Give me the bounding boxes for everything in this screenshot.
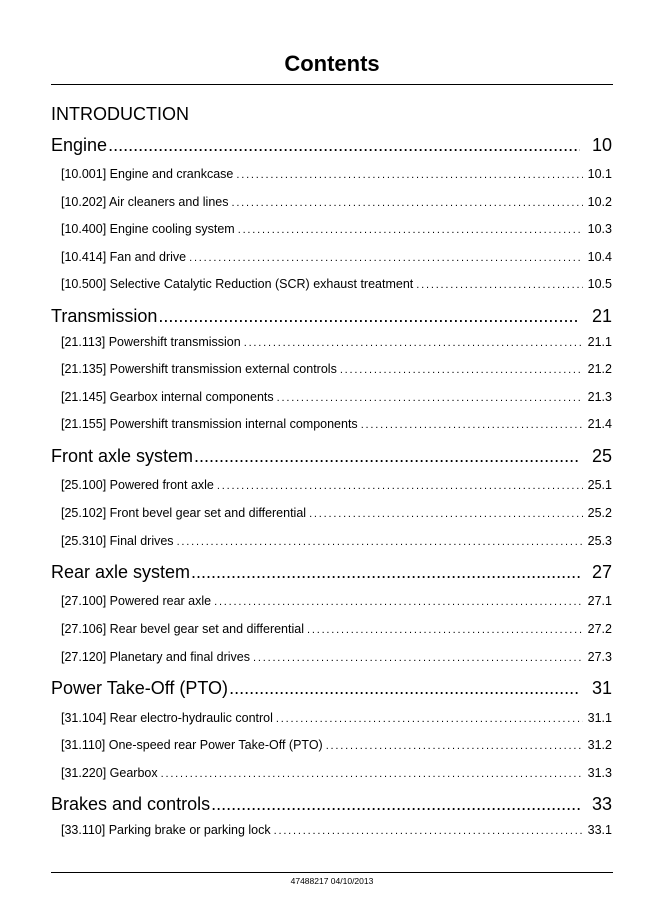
toc-section-10-202[interactable] <box>61 194 612 211</box>
dot-leader <box>236 167 582 183</box>
dot-leader <box>191 561 580 583</box>
section-title: [10.500] Selective Catalytic Reduction (SCR) exhaust treatment <box>61 277 414 291</box>
dot-leader <box>229 677 580 699</box>
dot-leader <box>326 738 583 754</box>
dot-leader <box>244 335 583 351</box>
chapter-page-number: 33 <box>591 794 612 814</box>
dot-leader <box>158 305 580 327</box>
section-title: [21.113] Powershift transmission <box>61 335 241 349</box>
toc-chapter-front-axle-system[interactable] <box>51 445 612 467</box>
section-title: [10.414] Fan and drive <box>61 250 187 264</box>
toc-section-21-135[interactable] <box>61 361 612 378</box>
section-page-number: 25.2 <box>587 506 612 520</box>
toc-section-10-400[interactable] <box>61 221 612 238</box>
toc-section-21-113[interactable] <box>61 334 612 351</box>
document-footer-code: 47488217 04/10/2013 <box>290 876 374 886</box>
section-page-number: 33.1 <box>587 823 612 837</box>
chapter-page-number: 31 <box>591 678 612 698</box>
section-page-number: 10.5 <box>587 277 612 291</box>
section-title: [21.135] Powershift transmission external controls <box>61 362 337 376</box>
section-page-number: 27.1 <box>587 594 612 608</box>
toc-section-21-145[interactable] <box>61 389 612 406</box>
toc-chapter-power-take-off[interactable] <box>51 677 612 699</box>
chapter-page-number: 10 <box>591 135 612 155</box>
toc-section-10-500[interactable] <box>61 276 612 293</box>
dot-leader <box>276 711 583 727</box>
toc-chapter-transmission[interactable] <box>51 305 612 327</box>
chapter-title: Rear axle system <box>51 562 191 582</box>
dot-leader <box>189 250 583 266</box>
toc-section-25-102[interactable] <box>61 505 612 522</box>
chapter-title: Transmission <box>51 306 158 326</box>
toc-chapter-engine[interactable] <box>51 134 612 156</box>
section-page-number: 25.3 <box>587 534 612 548</box>
section-title: [10.400] Engine cooling system <box>61 222 235 236</box>
section-page-number: 10.1 <box>587 167 612 181</box>
toc-chapter-brakes-and-controls[interactable] <box>51 793 612 815</box>
dot-leader <box>108 134 580 156</box>
chapter-title: Brakes and controls <box>51 794 211 814</box>
toc-section-27-100[interactable] <box>61 593 612 610</box>
toc-section-10-001[interactable] <box>61 166 612 183</box>
section-page-number: 27.3 <box>587 650 612 664</box>
dot-leader <box>161 766 583 782</box>
section-page-number: 27.2 <box>587 622 612 636</box>
dot-leader <box>309 506 583 522</box>
toc-section-10-414[interactable] <box>61 249 612 266</box>
dot-leader <box>416 277 582 293</box>
dot-leader <box>340 362 583 378</box>
toc-section-27-120[interactable] <box>61 649 612 666</box>
chapter-title: Power Take-Off (PTO) <box>51 678 229 698</box>
section-title: [27.120] Planetary and final drives <box>61 650 251 664</box>
footer-divider <box>51 872 613 873</box>
section-title: [10.202] Air cleaners and lines <box>61 195 229 209</box>
toc-section-25-310[interactable] <box>61 533 612 550</box>
toc-section-31-110[interactable] <box>61 737 612 754</box>
section-page-number: 21.2 <box>587 362 612 376</box>
section-page-number: 21.4 <box>587 417 612 431</box>
chapter-page-number: 27 <box>591 562 612 582</box>
dot-leader <box>177 534 583 550</box>
dot-leader <box>253 650 583 666</box>
dot-leader <box>214 594 583 610</box>
section-title: [31.220] Gearbox <box>61 766 158 780</box>
section-title: [10.001] Engine and crankcase <box>61 167 234 181</box>
section-page-number: 25.1 <box>587 478 612 492</box>
chapter-page-number: 25 <box>591 446 612 466</box>
toc-section-31-220[interactable] <box>61 765 612 782</box>
dot-leader <box>274 823 583 839</box>
section-page-number: 31.1 <box>587 711 612 725</box>
chapter-page-number: 21 <box>591 306 612 326</box>
title-divider <box>51 84 613 85</box>
section-title: [21.145] Gearbox internal components <box>61 390 274 404</box>
section-page-number: 10.2 <box>587 195 612 209</box>
toc-section-21-155[interactable] <box>61 416 612 433</box>
chapter-title: Front axle system <box>51 446 194 466</box>
dot-leader <box>231 195 582 211</box>
section-page-number: 10.4 <box>587 250 612 264</box>
dot-leader <box>238 222 583 238</box>
page-title: Contents <box>284 51 380 76</box>
dot-leader <box>277 390 583 406</box>
toc-section-27-106[interactable] <box>61 621 612 638</box>
introduction-heading[interactable]: INTRODUCTION <box>51 104 189 124</box>
toc-section-25-100[interactable] <box>61 477 612 494</box>
section-title: [25.310] Final drives <box>61 534 174 548</box>
dot-leader <box>361 417 583 433</box>
section-page-number: 10.3 <box>587 222 612 236</box>
section-title: [27.100] Powered rear axle <box>61 594 212 608</box>
dot-leader <box>211 793 580 815</box>
section-page-number: 31.2 <box>587 738 612 752</box>
toc-section-31-104[interactable] <box>61 710 612 727</box>
section-title: [27.106] Rear bevel gear set and differential <box>61 622 304 636</box>
toc-chapter-rear-axle-system[interactable] <box>51 561 612 583</box>
section-title: [33.110] Parking brake or parking lock <box>61 823 271 837</box>
dot-leader <box>217 478 583 494</box>
chapter-title: Engine <box>51 135 108 155</box>
dot-leader <box>194 445 580 467</box>
section-title: [25.100] Powered front axle <box>61 478 214 492</box>
section-title: [31.104] Rear electro-hydraulic control <box>61 711 273 725</box>
section-title: [31.110] One-speed rear Power Take-Off (PTO) <box>61 738 323 752</box>
section-title: [25.102] Front bevel gear set and differential <box>61 506 307 520</box>
toc-section-33-110[interactable] <box>61 822 612 839</box>
section-page-number: 21.3 <box>587 390 612 404</box>
section-page-number: 31.3 <box>587 766 612 780</box>
section-page-number: 21.1 <box>587 335 612 349</box>
section-title: [21.155] Powershift transmission internal components <box>61 417 358 431</box>
dot-leader <box>307 622 583 638</box>
